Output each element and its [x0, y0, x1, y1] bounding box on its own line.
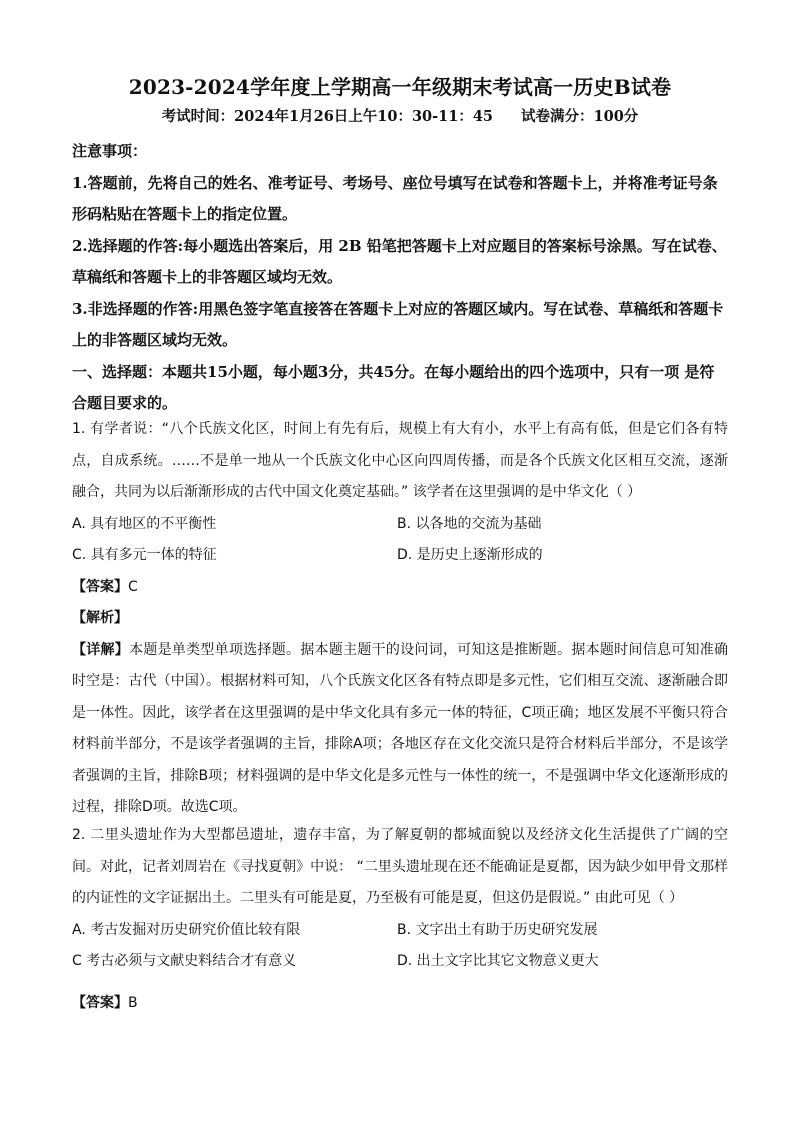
- note-item: 1.答题前，先将自己的姓名、准考证号、考场号、座位号填写在试卷和答题卡上，并将准考证号条形码粘贴在答题卡上的指定位置。: [72, 173, 718, 223]
- notes-heading: 注意事项：: [72, 142, 148, 160]
- section-heading: 一、选择题：本题共15小题，每小题3分，共45分。在每小题给出的四个选项中，只有一项 是符合题目要求的。: [72, 362, 715, 412]
- detail-text: 本题是单类型单项选择题。据本题主题干的设问词，可知这是推断题。据本题时间信息可知准确时空是：古代（中国）。根据材料可知，八个氏族文化区各有特点即是多元性，它们相互交流、逐渐融合即是一体性。因此，该学者在这里强调的是中华文化具有多元一体的特征，C项正确；地区发展不平衡只符合材料前半部分，不是该学者强调的主旨，排除A项；各地区存在文化交流只是符合材料后半部分，不是该学者强调的主旨，排除B项；材料强调的是中华文化是多元性与一体性的统一，不是强调中华文化逐渐形成的过程，排除D项。故选C项。: [72, 641, 729, 815]
- option-b: B. 以各地的交流为基础: [397, 515, 542, 532]
- answer-line: [72, 988, 728, 1020]
- answer-label: 【答案】: [72, 994, 128, 1011]
- option-d: D. 出土文字比其它文物意义更大: [397, 953, 599, 969]
- answer-value: C: [128, 578, 138, 595]
- note-item: 3.非选择题的作答:用黑色签字笔直接答在答题卡上对应的答题区域内。写在试卷、草稿纸和答题卡上的非答题区域均无效。: [72, 299, 724, 349]
- option-a: A. 具有地区的不平衡性: [72, 515, 217, 532]
- option-c: C. 具有多元一体的特征: [72, 547, 217, 563]
- question-stem: 1. 有学者说：“八个氏族文化区，时间上有先有后，规模上有大有小，水平上有高有低，但是它们各有特点，自成系统。……不是单一地从一个氏族文化中心区向四周传播，而是各个氏族文化区相互交流，逐渐融合，共同为以后渐渐形成的古代中国文化奠定基础。” 该学者在这里强调的是中华文化（ ）: [72, 421, 728, 500]
- option-a: A. 考古发掘对历史研究价值比较有限: [72, 921, 301, 938]
- option-c: C 考古必须与文献史料结合才有意义: [72, 953, 297, 969]
- answer-label: 【答案】: [72, 578, 128, 595]
- option-row: [72, 509, 728, 541]
- note-item: 2.选择题的作答:每小题选出答案后，用 2B 铅笔把答题卡上对应题目的答案标号涂黑。写在试卷、草稿纸和答题卡上的非答题区域均无效。: [72, 236, 727, 286]
- detail-label: 【详解】: [72, 641, 130, 658]
- analysis-line: [72, 603, 728, 635]
- option-row: [72, 915, 728, 947]
- analysis-label: 【解析】: [72, 610, 128, 626]
- exam-time: 考试时间：2024年1月26日上午10：30-11：45: [161, 108, 494, 125]
- full-score: 试卷满分：100分: [521, 108, 639, 125]
- option-row: [72, 540, 728, 572]
- exam-title: 2023-2024学年度上学期高一年级期末考试高一历史B试卷: [128, 75, 672, 99]
- detail-paragraph: [72, 635, 728, 824]
- answer-line: [72, 572, 728, 604]
- answer-value: B: [128, 994, 138, 1011]
- option-row: [72, 946, 728, 978]
- question-1: [72, 414, 728, 824]
- notes-section: [72, 136, 728, 420]
- question-stem: 2. 二里头遗址作为大型都邑遗址，遗存丰富，为了解夏朝的都城面貌以及经济文化生活提供了广阔的空间。对此，记者刘周岩在《寻找夏朝》中说： “二里头遗址现在还不能确证是夏都，因为缺少如甲骨文那样的内证性的文字证据出土。二里头有可能是夏，乃至极有可能是夏，但这仍是假说。” 由此可见（ ）: [72, 827, 728, 906]
- question-2: [72, 820, 728, 1019]
- option-d: D. 是历史上逐渐形成的: [397, 547, 543, 563]
- option-b: B. 文字出土有助于历史研究发展: [397, 921, 598, 938]
- exam-info: [72, 106, 728, 128]
